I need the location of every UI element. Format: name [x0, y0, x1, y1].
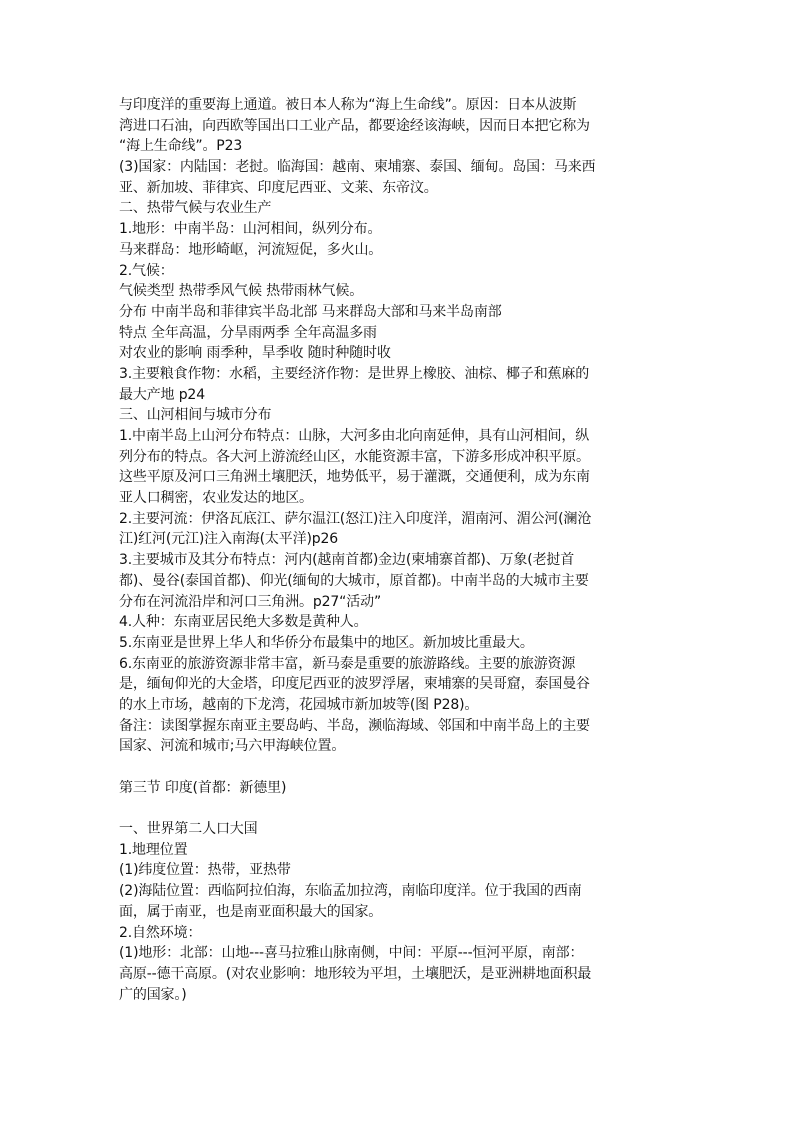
text-line: 分布 中南半岛和菲律宾半岛北部 马来群岛大部和马来半岛南部 [119, 303, 502, 320]
text-line: 1.地形：中南半岛：山河相间，纵列分布。 [119, 221, 382, 238]
text-line: 二、热带气候与农业生产 [119, 200, 272, 217]
text-line: 备注：读图掌握东南亚主要岛屿、半岛，濒临海域、邻国和中南半岛上的主要 [119, 717, 590, 734]
blank-line [119, 798, 679, 819]
text-line: 江)红河(元江)注入南海(太平洋)p26 [119, 531, 339, 548]
text-line: (2)海陆位置：西临阿拉伯海，东临孟加拉湾，南临印度洋。位于我国的西南 [119, 883, 582, 900]
text-line: 6.东南亚的旅游资源非常丰富，新马泰是重要的旅游路线。主要的旅游资源 [119, 655, 576, 672]
text-line: (3)国家：内陆国：老挝。临海国：越南、柬埔寨、泰国、缅甸。岛国：马来西 [119, 159, 596, 176]
text-line: 列分布的特点。各大河上游流经山区，水能资源丰富，下游多形成冲积平原。 [119, 448, 590, 465]
text-line: 4.人种：东南亚居民绝大多数是黄种人。 [119, 614, 368, 631]
text-line: 三、山河相间与城市分布 [119, 407, 272, 424]
blank-line [119, 757, 679, 778]
text-line: 特点 全年高温，分旱雨两季 全年高温多雨 [119, 324, 377, 341]
text-line: 广的国家。) [119, 986, 187, 1003]
text-line: 国家、河流和城市;马六甲海峡位置。 [119, 738, 346, 755]
text-line: 2.气候： [119, 262, 174, 279]
text-line: 5.东南亚是世界上华人和华侨分布最集中的地区。新加坡比重最大。 [119, 634, 534, 651]
text-line: 都)、曼谷(泰国首都)、仰光(缅甸的大城市，原首都)。中南半岛的大城市主要 [119, 572, 589, 589]
text-line: 第三节 印度(首都：新德里) [119, 779, 287, 796]
text-line: 对农业的影响 雨季种，旱季收 随时种随时收 [119, 345, 391, 362]
text-line: 气候类型 热带季风气候 热带雨林气候。 [119, 283, 364, 300]
document-body [119, 95, 679, 1005]
text-line: (1)纬度位置：热带，亚热带 [119, 862, 291, 879]
text-line: “海上生命线”。P23 [119, 138, 243, 155]
text-line: 一、世界第二人口大国 [119, 821, 258, 838]
text-line: 面，属于南亚，也是南亚面积最大的国家。 [119, 903, 383, 920]
text-line: 湾进口石油，向西欧等国出口工业产品，都要途经该海峡，因而日本把它称为 [119, 117, 590, 134]
text-line: 这些平原及河口三角洲土壤肥沃，地势低平，易于灌溉，交通便利，成为东南 [119, 469, 590, 486]
text-line: 亚人口稠密，农业发达的地区。 [119, 490, 313, 507]
text-line: 2.自然环境： [119, 924, 202, 941]
text-line: 亚、新加坡、菲律宾、印度尼西亚、文莱、东帝汶。 [119, 179, 438, 196]
text-line: 3.主要城市及其分布特点：河内(越南首都)金边(柬埔寨首都)、万象(老挝首 [119, 552, 575, 569]
text-line: 马来群岛：地形崎岖，河流短促，多火山。 [119, 241, 383, 258]
text-line: 1.中南半岛上山河分布特点：山脉，大河多由北向南延伸，具有山河相间，纵 [119, 428, 590, 444]
text-line: 3.主要粮食作物：水稻，主要经济作物：是世界上橡胶、油棕、椰子和蕉麻的 [119, 365, 590, 382]
text-line: (1)地形：北部：山地---喜马拉雅山脉南侧，中间：平原---恒河平原，南部： [119, 945, 584, 962]
text-line: 是，缅甸仰光的大金塔，印度尼西亚的波罗浮屠，柬埔寨的吴哥窟，泰国曼谷 [119, 676, 590, 693]
text-line: 1.地理位置 [119, 841, 188, 858]
text-line: 高原--德干高原。(对农业影响：地形较为平坦，土壤肥沃，是亚洲耕地面积最 [119, 965, 592, 982]
text-line: 与印度洋的重要海上通道。被日本人称为“海上生命线”。原因：日本从波斯 [119, 97, 577, 113]
text-line: 分布在河流沿岸和河口三角洲。p27“活动” [119, 593, 382, 610]
text-line: 2.主要河流：伊洛瓦底江、萨尔温江(怒江)注入印度洋，湄南河、湄公河(澜沧 [119, 510, 592, 527]
text-line: 最大产地 p24 [119, 386, 205, 403]
text-line: 的水上市场，越南的下龙湾，花园城市新加坡等(图 P28)。 [119, 696, 479, 713]
